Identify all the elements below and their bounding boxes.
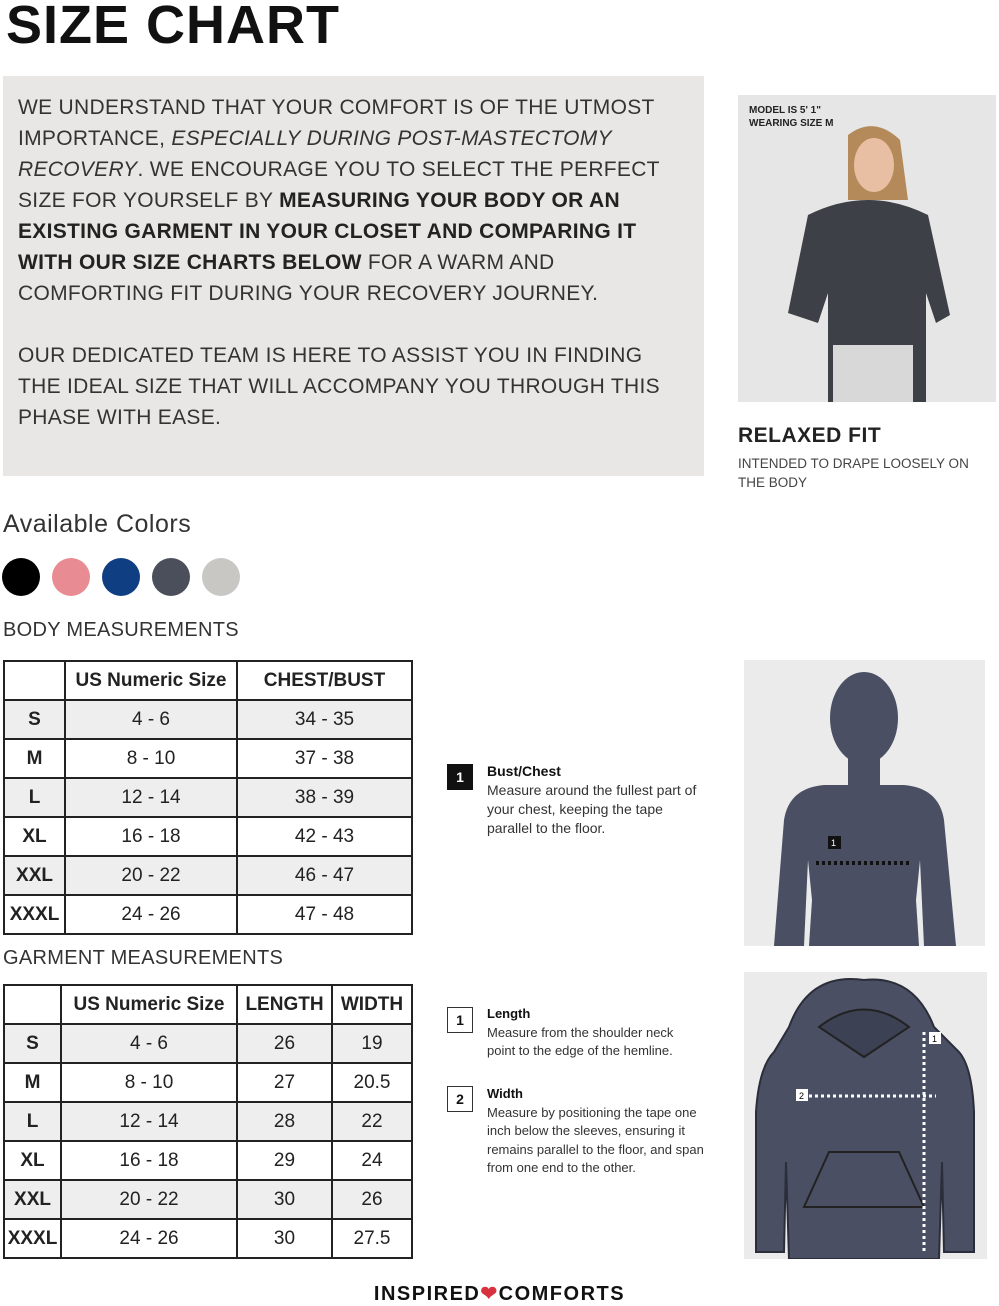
color-swatch-pink[interactable] [52,558,90,596]
garment-measurements-table [3,984,413,1259]
table-row [4,895,412,934]
intro-panel [3,76,704,476]
size-label: XL [4,1141,61,1180]
body-diagram [744,660,985,946]
size-value: 42 - 43 [237,817,412,856]
intro-paragraph-1: WE UNDERSTAND THAT YOUR COMFORT IS OF THE UTMOST IMPORTANCE, ESPECIALLY DURING POST-MASTECTOMY RECOVERY. WE ENCOURAGE YOU TO SELECT THE PERFECT SIZE FOR YOURSELF BY MEASURING YOUR BODY OR AN EXISTING GARMENT IN YOUR CLOSET AND COMPARING IT WITH OUR SIZE CHARTS BELOW FOR A WARM AND COMFORTING FIT DURING YOUR RECOVERY JOURNEY. [18,96,660,305]
size-value: 12 - 14 [65,778,237,817]
size-value: 16 - 18 [65,817,237,856]
size-value: 20 - 22 [65,856,237,895]
heart-icon: ❤ [480,1283,499,1305]
length-instruction: Length Measure from the shoulder neck point to the edge of the hemline. [487,1006,674,1058]
size-value: 27.5 [332,1219,412,1258]
svg-text:1: 1 [932,1034,938,1044]
size-value: 26 [237,1024,332,1063]
color-swatch-charcoal[interactable] [152,558,190,596]
table-row [4,1024,412,1063]
size-value: 28 [237,1102,332,1141]
fit-description: INTENDED TO DRAPE LOOSELY ON THE BODY [738,456,969,490]
size-value: 8 - 10 [61,1063,237,1102]
size-value: 29 [237,1141,332,1180]
bust-instruction: Bust/Chest Measure around the fullest part of your chest, keeping the tape parallel to the floor. [487,763,697,836]
table-row [4,1141,412,1180]
available-colors-title: Available Colors [3,510,192,538]
size-value: 16 - 18 [61,1141,237,1180]
brand-logo: INSPIRED❤COMFORTS [373,1283,626,1305]
table-row [4,817,412,856]
size-value: 46 - 47 [237,856,412,895]
size-value: 24 - 26 [65,895,237,934]
size-value: 4 - 6 [61,1024,237,1063]
svg-text:2: 2 [799,1091,805,1101]
size-value: 24 - 26 [61,1219,237,1258]
size-value: 20.5 [332,1063,412,1102]
size-label: XXL [4,1180,61,1219]
garment-measurements-title: GARMENT MEASUREMENTS [3,947,284,969]
color-swatch-black[interactable] [2,558,40,596]
body-measurements-table [3,660,413,935]
size-value: 37 - 38 [237,739,412,778]
size-label: S [4,1024,61,1063]
size-value: 20 - 22 [61,1180,237,1219]
size-label: M [4,1063,61,1102]
table-row [4,856,412,895]
table-row [4,778,412,817]
hoodie-icon [744,972,987,1259]
bust-step-number: 1 [447,764,473,790]
table-row [4,1063,412,1102]
table-row [4,1180,412,1219]
size-label: XXXL [4,895,65,934]
size-label: XXXL [4,1219,61,1258]
size-value: 4 - 6 [65,700,237,739]
size-value: 26 [332,1180,412,1219]
table-header: US Numeric Size LENGTH WIDTH [4,985,412,1024]
hoodie-diagram [744,972,987,1259]
intro-paragraph-2: OUR DEDICATED TEAM IS HERE TO ASSIST YOU IN FINDING THE IDEAL SIZE THAT WILL ACCOMPANY YOU THROUGH THIS PHASE WITH EASE. [18,344,660,429]
table-row [4,1102,412,1141]
size-value: 19 [332,1024,412,1063]
size-label: M [4,739,65,778]
table-row [4,700,412,739]
size-value: 22 [332,1102,412,1141]
size-value: 34 - 35 [237,700,412,739]
size-label: XL [4,817,65,856]
model-photo: MODEL IS 5' 1" WEARING SIZE M [738,95,996,402]
size-value: 30 [237,1180,332,1219]
table-row [4,739,412,778]
size-value: 30 [237,1219,332,1258]
page-title: SIZE CHART [6,0,340,55]
fit-title: RELAXED FIT [738,424,882,447]
size-value: 12 - 14 [61,1102,237,1141]
color-swatch-gray[interactable] [202,558,240,596]
size-value: 27 [237,1063,332,1102]
size-label: XXL [4,856,65,895]
width-instruction: Width Measure by positioning the tape one inch below the sleeves, ensuring it remains parallel to the floor, and span from one end to the other. [487,1086,704,1175]
width-step-number: 2 [447,1086,473,1112]
body-measurements-title: BODY MEASUREMENTS [3,619,239,641]
size-value: 8 - 10 [65,739,237,778]
size-value: 47 - 48 [237,895,412,934]
size-label: L [4,778,65,817]
table-row [4,1219,412,1258]
size-label: S [4,700,65,739]
size-value: 24 [332,1141,412,1180]
table-header: US Numeric Size CHEST/BUST [4,661,412,700]
size-label: L [4,1102,61,1141]
size-value: 38 - 39 [237,778,412,817]
color-swatch-navy[interactable] [102,558,140,596]
length-step-number: 1 [447,1007,473,1033]
svg-text:1: 1 [831,838,837,848]
body-silhouette-icon [744,660,985,946]
